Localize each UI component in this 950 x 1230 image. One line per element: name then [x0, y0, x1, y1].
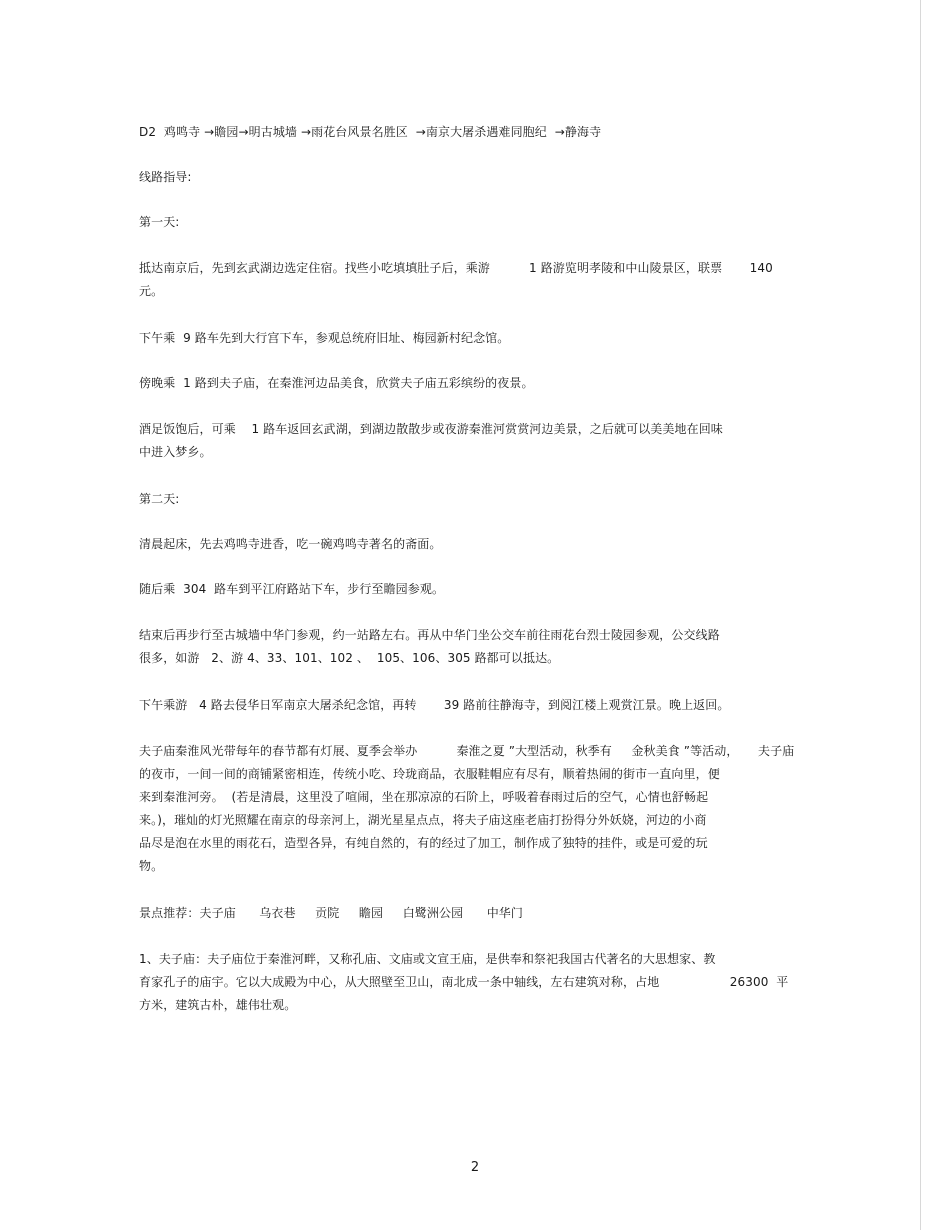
paragraph-line: 下午乘 9 路车先到大行宫下车，参观总统府旧址、梅园新村纪念馆。: [139, 331, 510, 345]
paragraph-line: 傍晚乘 1 路到夫子庙，在秦淮河边品美食，欣赏夫子庙五彩缤纷的夜景。: [139, 376, 534, 390]
paragraph: [139, 740, 809, 878]
paragraph: [139, 212, 809, 232]
paragraph: [139, 534, 809, 554]
paragraph-line: 品尽是泡在水里的雨花石，造型各异，有纯自然的，有的经过了加工，制作成了独特的挂件，或是可爱的玩: [139, 836, 708, 850]
page-edge-divider: [920, 0, 921, 1230]
paragraph-line: 第二天:: [139, 492, 180, 506]
paragraph-line: 第一天:: [139, 215, 180, 229]
paragraph-line: 元。: [139, 284, 164, 298]
paragraph: [139, 695, 809, 715]
paragraph: [139, 328, 809, 348]
paragraph-line: 景点推荐：夫子庙 乌衣巷 贡院 瞻园 白鹭洲公园 中华门: [139, 906, 523, 920]
paragraph-line: 随后乘 304 路车到平江府路站下车，步行至瞻园参观。: [139, 582, 445, 596]
paragraph-line: 夫子庙秦淮风光带每年的春节都有灯展、夏季会举办 秦淮之夏 ”大型活动，秋季有 金秋美食 ”等活动， 夫子庙: [139, 744, 795, 758]
paragraph-line: D2 鸡鸣寺 →瞻园→明古城墙 →雨花台风景名胜区 →南京大屠杀遇难同胞纪 →静海寺: [139, 125, 602, 139]
paragraph-line: 1、夫子庙：夫子庙位于秦淮河畔，又称孔庙、文庙或文宣王庙，是供奉和祭祀我国古代著名的大思想家、教: [139, 952, 716, 966]
paragraph-line: 来到秦淮河旁。 (若是清晨，这里没了喧闹，坐在那凉凉的石阶上，呼吸着春雨过后的空气，心情也舒畅起: [139, 790, 709, 804]
page-number: 2: [470, 1160, 480, 1175]
paragraph-line: 抵达南京后，先到玄武湖边选定住宿。找些小吃填填肚子后，乘游 1 路游览明孝陵和中山陵景区，联票 140: [139, 261, 773, 275]
paragraph-line: 来。)，璀灿的灯光照耀在南京的母亲河上，湖光星星点点，将夫子庙这座老庙打扮得分外妖娆，河边的小商: [139, 813, 707, 827]
paragraph-line: 中进入梦乡。: [139, 445, 212, 459]
paragraph: [139, 257, 809, 303]
paragraph: [139, 948, 809, 1017]
paragraph-line: 酒足饭饱后，可乘 1 路车返回玄武湖，到湖边散散步或夜游秦淮河赏赏河边美景，之后就可以美美地在回味: [139, 422, 723, 436]
paragraph: [139, 579, 809, 599]
document-body: [139, 122, 809, 1042]
paragraph-line: 的夜市，一间一间的商铺紧密相连，传统小吃、玲珑商品，衣服鞋帽应有尽有，顺着热闹的街市一直向里，便: [139, 767, 720, 781]
paragraph: [139, 489, 809, 509]
paragraph-line: 很多，如游 2、游 4、33、101、102 、 105、106、305 路都可以抵达。: [139, 651, 560, 665]
paragraph-line: 清晨起床，先去鸡鸣寺进香，吃一碗鸡鸣寺著名的斋面。: [139, 537, 442, 551]
paragraph: [139, 624, 809, 670]
paragraph-line: 物。: [139, 859, 164, 873]
paragraph-line: 结束后再步行至古城墙中华门参观，约一站路左右。再从中华门坐公交车前往雨花台烈士陵园参观，公交线路: [139, 628, 720, 642]
paragraph: [139, 903, 809, 923]
paragraph-line: 线路指导:: [139, 170, 192, 184]
paragraph: [139, 373, 809, 393]
paragraph-line: 育家孔子的庙宇。它以大成殿为中心，从大照壁至卫山，南北成一条中轴线，左右建筑对称，占地 26300 平: [139, 975, 789, 989]
paragraph: [139, 418, 809, 464]
paragraph: [139, 122, 809, 142]
paragraph-line: 方米，建筑古朴，雄伟壮观。: [139, 998, 297, 1012]
paragraph-line: 下午乘游 4 路去侵华日军南京大屠杀纪念馆，再转 39 路前往静海寺，到阅江楼上观赏江景。晚上返回。: [139, 698, 730, 712]
paragraph: [139, 167, 809, 187]
